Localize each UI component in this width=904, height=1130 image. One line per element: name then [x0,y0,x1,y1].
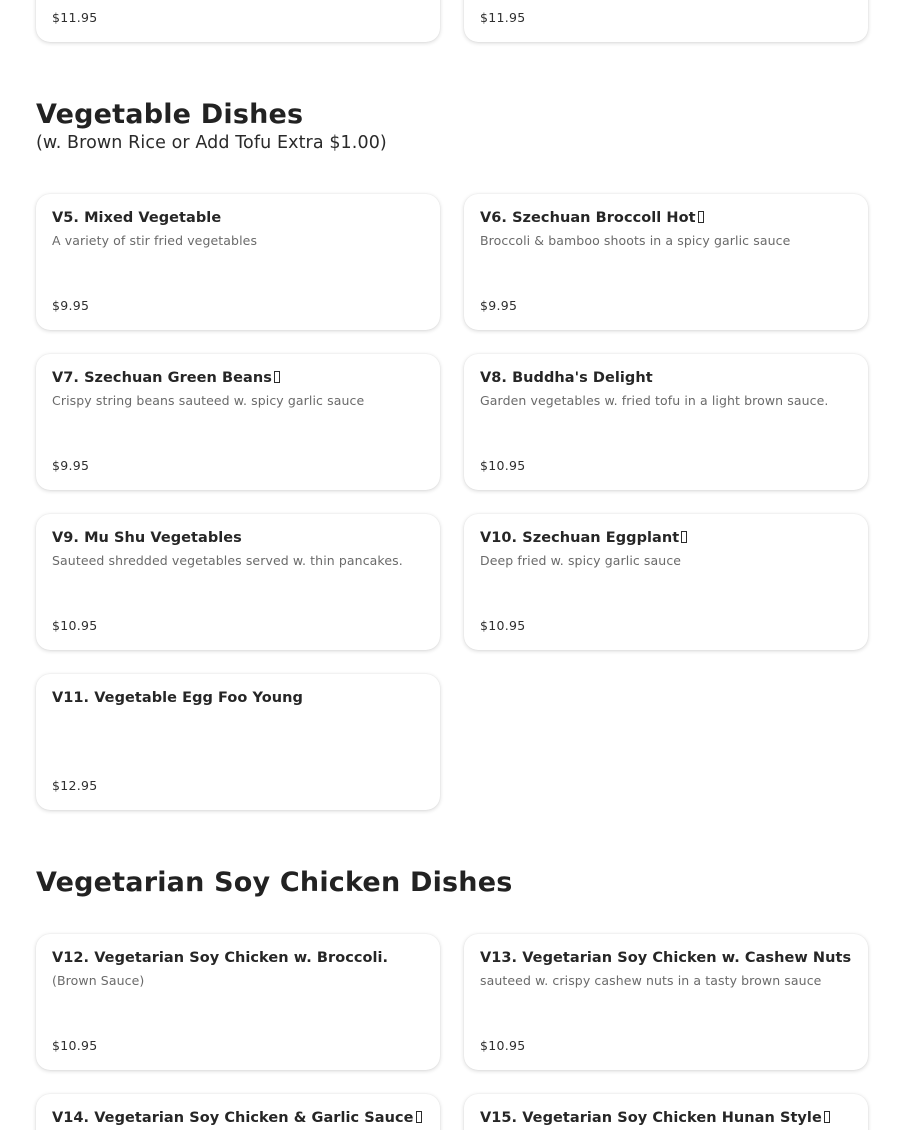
menu-item-card[interactable] [36,0,440,42]
menu-item-v10[interactable] [464,514,868,650]
item-description: Sauteed shredded vegetables served w. thin pancakes. [52,553,403,568]
item-price: $10.95 [480,618,526,633]
menu-item-v15[interactable] [464,1094,868,1130]
spicy-icon [824,1111,830,1123]
item-price: $10.95 [480,1038,526,1053]
spicy-icon [274,371,280,383]
item-description: Deep fried w. spicy garlic sauce [480,553,682,568]
item-description: Garden vegetables w. fried tofu in a light brown sauce. [480,393,829,408]
item-price: $10.95 [52,618,98,633]
spicy-icon [698,211,704,223]
menu-item-v8[interactable] [464,354,868,490]
menu-item-v9[interactable] [36,514,440,650]
menu-item-v14[interactable] [36,1094,440,1130]
item-price: $11.95 [480,10,526,25]
item-description: Broccoli & bamboo shoots in a spicy garlic sauce [480,233,791,248]
item-name: V13. Vegetarian Soy Chicken w. Cashew Nuts [480,950,852,966]
menu-item-v6[interactable] [464,194,868,330]
item-price: $12.95 [52,778,98,793]
item-name: V15. Vegetarian Soy Chicken Hunan Style [480,1110,854,1126]
item-name: V10. Szechuan Eggplant [480,530,854,546]
item-price: $11.95 [52,10,98,25]
menu-item-v7[interactable] [36,354,440,490]
section-title-soy-chicken-dishes: Vegetarian Soy Chicken Dishes [36,867,513,898]
spicy-icon [416,1111,422,1123]
item-price: $9.95 [52,458,90,473]
item-name: V7. Szechuan Green Beans [52,370,426,386]
menu-item-v11[interactable] [36,674,440,810]
item-name: V9. Mu Shu Vegetables [52,530,242,546]
item-name: V5. Mixed Vegetable [52,210,222,226]
section-title-vegetable-dishes: Vegetable Dishes [36,99,304,130]
item-name: V11. Vegetable Egg Foo Young [52,690,303,706]
section-subtitle: (w. Brown Rice or Add Tofu Extra $1.00) [36,133,387,153]
item-price: $9.95 [480,298,518,313]
item-name: V12. Vegetarian Soy Chicken w. Broccoli. [52,950,389,966]
item-name: V8. Buddha's Delight [480,370,653,386]
item-name: V14. Vegetarian Soy Chicken & Garlic Sauce [52,1110,426,1126]
menu-item-v13[interactable] [464,934,868,1070]
item-description: (Brown Sauce) [52,973,145,988]
item-description: A variety of stir fried vegetables [52,233,258,248]
menu-item-card[interactable] [464,0,868,42]
item-description: Crispy string beans sauteed w. spicy garlic sauce [52,393,365,408]
item-description: sauteed w. crispy cashew nuts in a tasty brown sauce [480,973,822,988]
spicy-icon [681,531,687,543]
menu-item-v5[interactable] [36,194,440,330]
item-price: $9.95 [52,298,90,313]
item-price: $10.95 [480,458,526,473]
item-price: $10.95 [52,1038,98,1053]
item-name: V6. Szechuan Broccoll Hot [480,210,854,226]
menu-item-v12[interactable] [36,934,440,1070]
